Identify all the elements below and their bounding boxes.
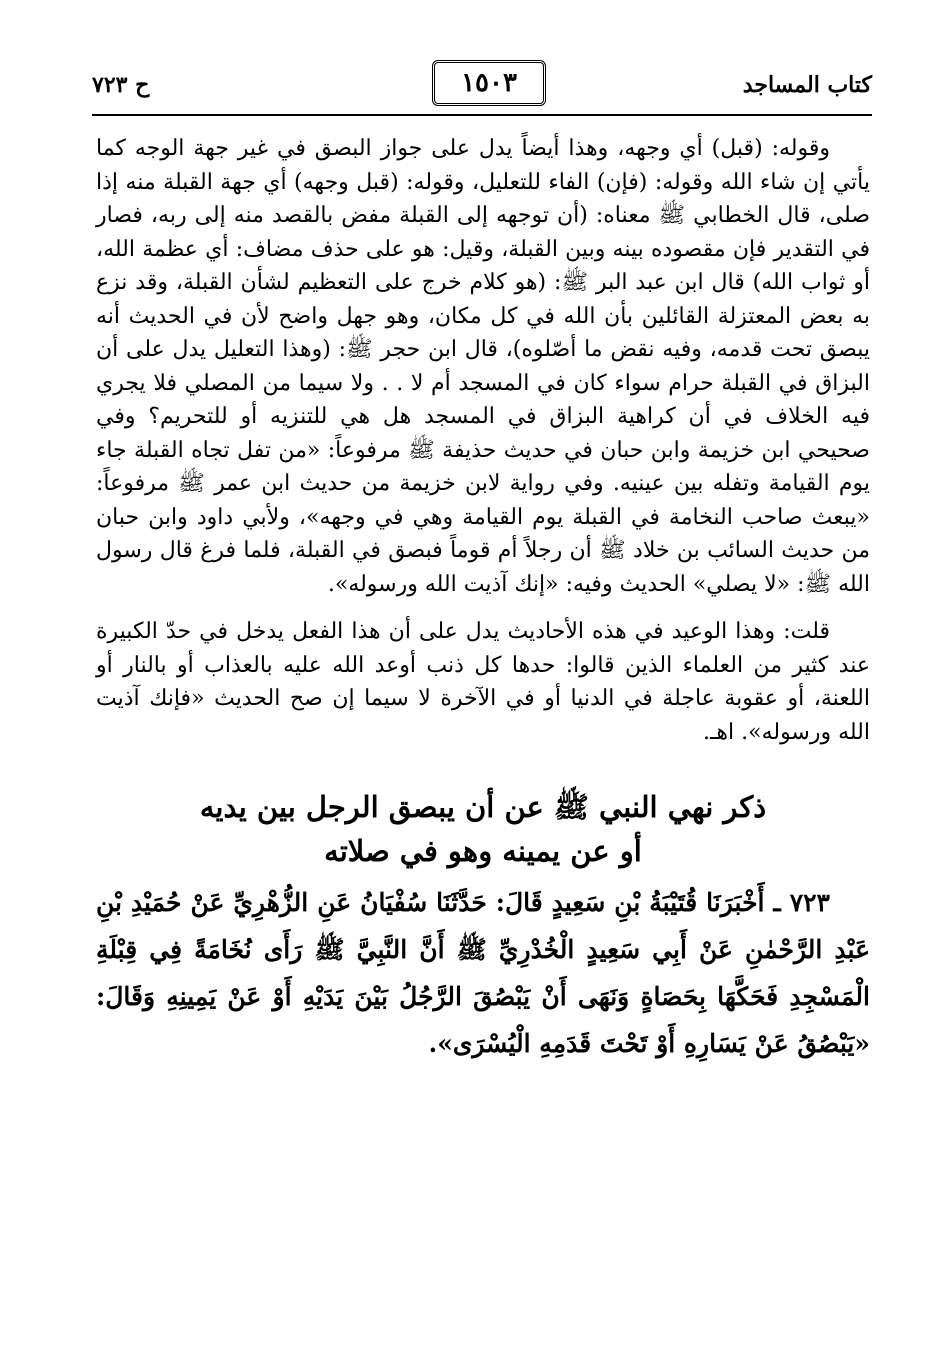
page-body [96, 132, 870, 1067]
commentary-paragraph-2: قلت: وهذا الوعيد في هذه الأحاديث يدل على أن هذا الفعل يدخل في حدّ الكبيرة عند كثير من العلماء الذين قالوا: حدها كل ذنب أوعد الله عليه بالعذاب أو بالنار أو اللعنة، أو عقوبة عاجلة في الدنيا أو في الآخرة لا سيما إن صح الحديث «فإنك آذيت الله ورسوله». اهـ. [96, 619, 870, 745]
hadith-reference: ح ٧٢٣ [92, 72, 150, 98]
chapter-heading [96, 785, 870, 873]
chapter-heading-line-2: أو عن يمينه وهو في صلاته [324, 834, 642, 868]
hadith-text: ٧٢٣ ـ أَخْبَرَنَا قُتَيْبَةُ بْنِ سَعِيدٍ قَالَ: حَدَّثَنَا سُفْيَانُ عَنِ الزُّهْرِيِّ عَنْ حُمَيْدِ بْنِ عَبْدِ الرَّحْمٰنِ عَنْ أَبِي سَعِيدٍ الْخُدْرِيِّ ﷺ أَنَّ النَّبِيَّ ﷺ رَأَى نُخَامَةً فِي قِبْلَةِ الْمَسْجِدِ فَحَكَّهَا بِحَصَاةٍ وَنَهَى أَنْ يَبْصُقَ الرَّجُلُ بَيْنَ يَدَيْهِ أَوْ عَنْ يَمِينِهِ وَقَالَ: «يَبْصُقُ عَنْ يَسَارِهِ أَوْ تَحْتَ قَدَمِهِ الْيُسْرَى». [96, 888, 870, 1058]
commentary-paragraph-1: وقوله: (قبل) أي وجهه، وهذا أيضاً يدل على جواز البصق في غير جهة الوجه كما يأتي إن شاء الله وقوله: (فإن) الفاء للتعليل، وقوله: (قبل وجهه) أي جهة القبلة منه إذا صلى، قال الخطابي ﷺ معناه: (أن توجهه إلى القبلة مفض بالقصد منه إلى ربه، فصار في التقدير فإن مقصوده بينه وبين القبلة، وقيل: هو على حذف مضاف: أي عظمة الله، أو ثواب الله) قال ابن عبد البر ﷺ: (هو كلام خرج على التعظيم لشأن القبلة، وقد نزع به بعض المعتزلة القائلين بأن الله في كل مكان، وهو جهل واضح لأن في الحديث أنه يبصق تحت قدمه، وفيه نقض ما أصّلوه)، قال ابن حجر ﷺ: (وهذا التعليل يدل على أن البزاق في القبلة حرام سواء كان في المسجد أم لا . . ولا سيما من المصلي فلا يجري فيه الخلاف في أن كراهية البزاق في المسجد هل هي للتنزيه أو للتحريم؟ وفي صحيحي ابن خزيمة وابن حبان في حديث حذيفة ﷺ مرفوعاً: «من تفل تجاه القبلة جاء يوم القيامة وتفله بين عينيه. وفي رواية لابن خزيمة من حديث ابن عمر ﷺ مرفوعاً: «يبعث صاحب النخامة في القبلة يوم القيامة وهي في وجهه»، ولأبي داود وابن حبان من حديث السائب بن خلاد ﷺ أن رجلاً أم قوماً فبصق في القبلة، فلما فرغ قال رسول الله ﷺ: «لا يصلي» الحديث وفيه: «إنك آذيت الله ورسوله». [96, 136, 870, 597]
chapter-heading-line-1: ذكر نهي النبي ﷺ عن أن يبصق الرجل بين يديه [199, 790, 767, 824]
book-title: كتاب المساجد [742, 72, 872, 98]
page-header [92, 60, 872, 110]
header-rule [92, 114, 872, 116]
page-number: ١٥٠٣ [432, 60, 546, 106]
